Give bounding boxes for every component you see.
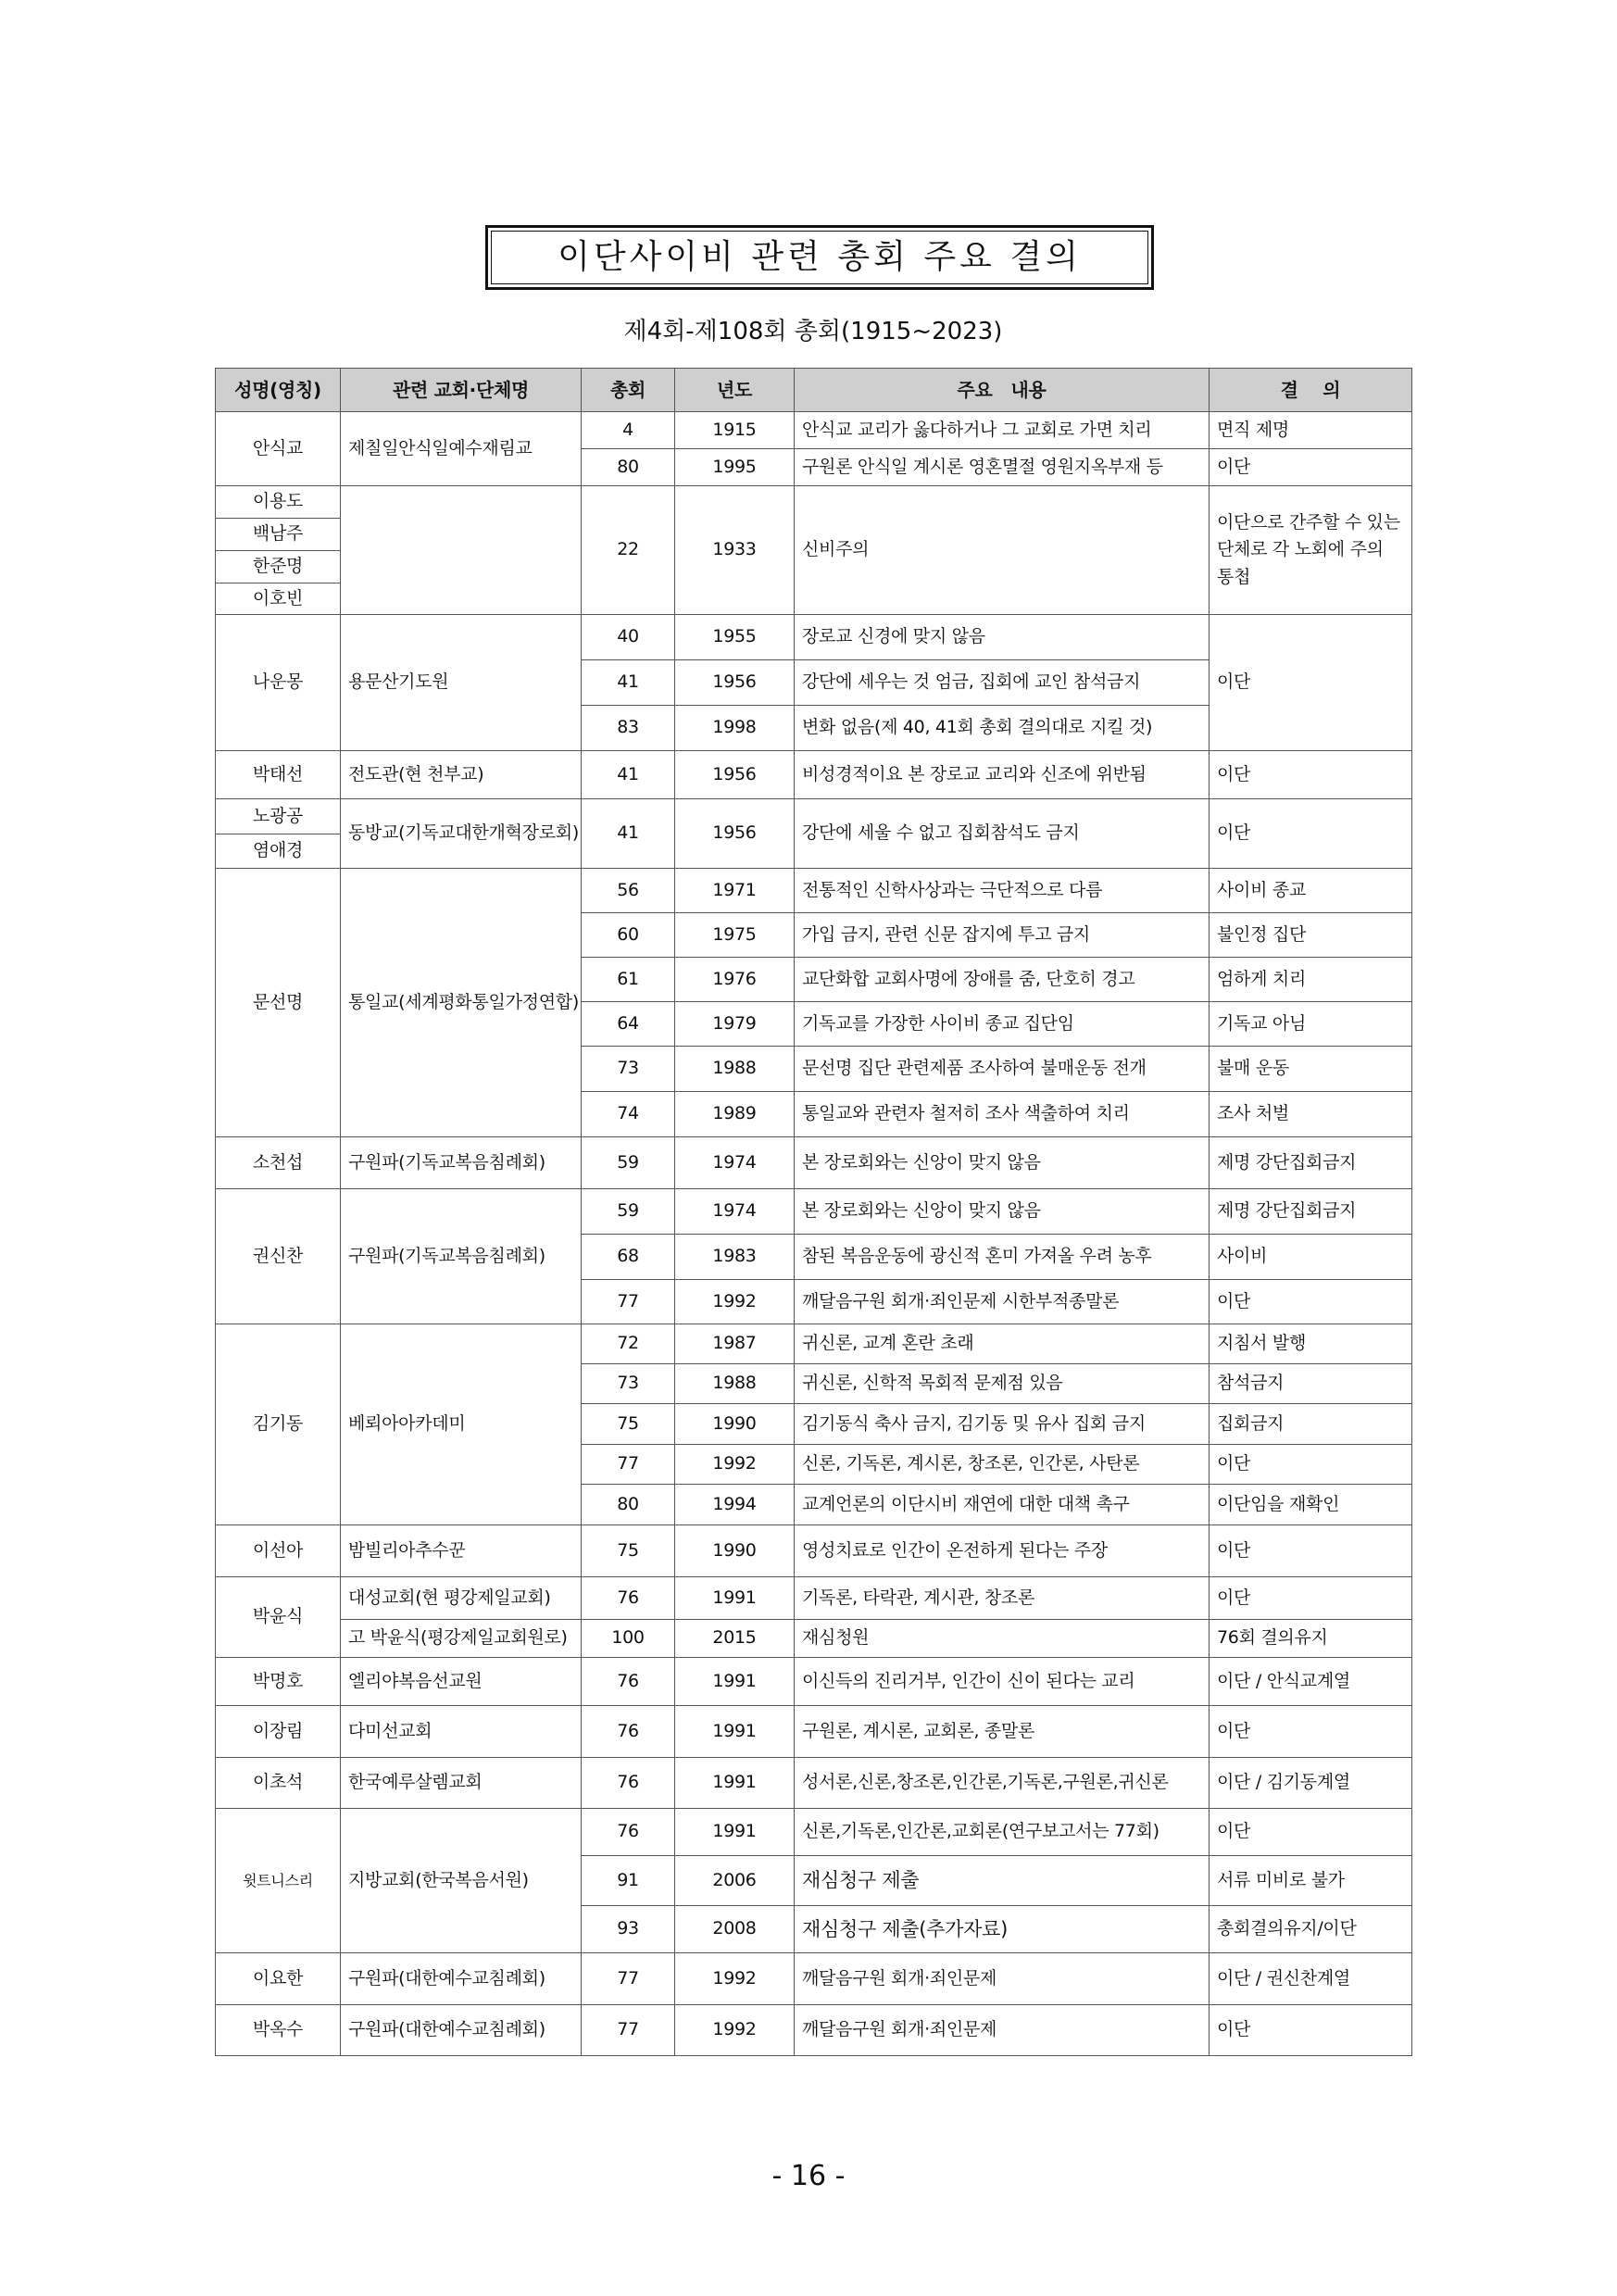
org-cell — [341, 486, 582, 615]
year-cell: 2006 — [675, 1856, 795, 1906]
year-cell: 1955 — [675, 615, 795, 660]
year-cell: 1991 — [675, 1658, 795, 1706]
name-cell: 이요한 — [216, 1953, 341, 2005]
table-row — [216, 615, 1412, 660]
org-cell: 엘리야복음선교원 — [341, 1658, 582, 1706]
year-cell: 1991 — [675, 1577, 795, 1620]
org-cell: 통일교(세계평화통일가정연합) — [341, 869, 582, 1137]
content-cell: 본 장로회와는 신앙이 맞지 않음 — [795, 1137, 1210, 1189]
year-cell: 2008 — [675, 1906, 795, 1953]
table-row — [216, 1525, 1412, 1577]
assembly-cell: 100 — [582, 1620, 675, 1658]
org-cell: 베뢰아아카데미 — [341, 1324, 582, 1525]
org-cell: 전도관(현 천부교) — [341, 751, 582, 799]
assembly-cell: 91 — [582, 1856, 675, 1906]
decision-cell: 이단임을 재확인 — [1210, 1485, 1412, 1525]
assembly-cell: 76 — [582, 1658, 675, 1706]
content-cell: 신론, 기독론, 계시론, 창조론, 인간론, 사탄론 — [795, 1445, 1210, 1485]
decision-cell: 이단으로 간주할 수 있는 단체로 각 노회에 주의 통첩 — [1210, 486, 1412, 615]
year-cell: 1992 — [675, 2005, 795, 2056]
year-cell: 1991 — [675, 1706, 795, 1758]
content-cell: 이신득의 진리거부, 인간이 신이 된다는 교리 — [795, 1658, 1210, 1706]
decision-cell: 이단 — [1210, 1445, 1412, 1485]
decision-cell: 제명 강단집회금지 — [1210, 1137, 1412, 1189]
year-cell: 1974 — [675, 1137, 795, 1189]
decision-cell: 이단 — [1210, 1809, 1412, 1856]
header-year: 년도 — [675, 369, 795, 412]
assembly-cell: 77 — [582, 1953, 675, 2005]
year-cell: 1991 — [675, 1758, 795, 1809]
table-row — [216, 1577, 1412, 1620]
content-cell: 통일교와 관련자 철저히 조사 색출하여 치리 — [795, 1092, 1210, 1137]
year-cell: 1983 — [675, 1235, 795, 1280]
content-cell: 재심청구 제출 — [795, 1856, 1210, 1906]
year-cell: 1975 — [675, 913, 795, 958]
assembly-cell: 60 — [582, 913, 675, 958]
year-cell: 1956 — [675, 751, 795, 799]
decision-cell: 기독교 아님 — [1210, 1002, 1412, 1047]
decision-cell: 사이비 종교 — [1210, 869, 1412, 913]
content-cell: 기독론, 타락관, 계시관, 창조론 — [795, 1577, 1210, 1620]
year-cell: 1992 — [675, 1445, 795, 1485]
content-cell: 깨달음구원 회개·죄인문제 시한부적종말론 — [795, 1280, 1210, 1324]
assembly-cell: 83 — [582, 706, 675, 751]
assembly-cell: 73 — [582, 1364, 675, 1404]
name-cell: 박명호 — [216, 1658, 341, 1706]
org-cell: 구원파(기독교복음침례회) — [341, 1189, 582, 1324]
assembly-cell: 72 — [582, 1324, 675, 1364]
table-row — [216, 1809, 1412, 1856]
table-row — [216, 1706, 1412, 1758]
org-cell: 지방교회(한국복음서원) — [341, 1809, 582, 1953]
org-cell: 밤빌리아추수꾼 — [341, 1525, 582, 1577]
content-cell: 구원론 안식일 계시론 영혼멸절 영원지옥부재 등 — [795, 449, 1210, 486]
year-cell: 1994 — [675, 1485, 795, 1525]
year-cell: 1988 — [675, 1364, 795, 1404]
table-header-row — [216, 369, 1412, 412]
year-cell: 1976 — [675, 958, 795, 1002]
year-cell: 1974 — [675, 1189, 795, 1235]
content-cell: 재심청구 제출(추가자료) — [795, 1906, 1210, 1953]
year-cell: 1956 — [675, 799, 795, 869]
assembly-cell: 80 — [582, 449, 675, 486]
decision-cell: 참석금지 — [1210, 1364, 1412, 1404]
decision-cell: 이단 — [1210, 2005, 1412, 2056]
name-cell: 윗트니스리 — [216, 1809, 341, 1953]
content-cell: 교계언론의 이단시비 재연에 대한 대책 촉구 — [795, 1485, 1210, 1525]
content-cell: 김기동식 축사 금지, 김기동 및 유사 집회 금지 — [795, 1404, 1210, 1445]
decision-cell: 이단 — [1210, 1525, 1412, 1577]
org-cell: 구원파(대한예수교침례회) — [341, 1953, 582, 2005]
org-cell: 구원파(대한예수교침례회) — [341, 2005, 582, 2056]
content-cell: 귀신론, 교계 혼란 초래 — [795, 1324, 1210, 1364]
decision-cell: 사이비 — [1210, 1235, 1412, 1280]
table-row — [216, 1658, 1412, 1706]
table-row — [216, 1189, 1412, 1235]
decision-cell: 면직 제명 — [1210, 412, 1412, 449]
content-cell: 성서론,신론,창조론,인간론,기독론,구원론,귀신론 — [795, 1758, 1210, 1809]
content-cell: 기독교를 가장한 사이비 종교 집단임 — [795, 1002, 1210, 1047]
assembly-cell: 93 — [582, 1906, 675, 1953]
assembly-cell: 74 — [582, 1092, 675, 1137]
name-cell: 권신찬 — [216, 1189, 341, 1324]
decision-cell: 이단 — [1210, 1577, 1412, 1620]
name-cell: 백남주 — [216, 519, 341, 551]
table-row — [216, 1953, 1412, 2005]
content-cell: 안식교 교리가 옳다하거나 그 교회로 가면 치리 — [795, 412, 1210, 449]
year-cell: 2015 — [675, 1620, 795, 1658]
name-cell: 김기동 — [216, 1324, 341, 1525]
content-cell: 문선명 집단 관련제품 조사하여 불매운동 전개 — [795, 1047, 1210, 1092]
content-cell: 비성경적이요 본 장로교 교리와 신조에 위반됨 — [795, 751, 1210, 799]
content-cell: 전통적인 신학사상과는 극단적으로 다름 — [795, 869, 1210, 913]
decision-cell: 이단 / 안식교계열 — [1210, 1658, 1412, 1706]
year-cell: 1989 — [675, 1092, 795, 1137]
name-cell: 박윤식 — [216, 1577, 341, 1658]
assembly-cell: 77 — [582, 1280, 675, 1324]
name-cell: 박옥수 — [216, 2005, 341, 2056]
content-cell: 변화 없음(제 40, 41회 총회 결의대로 지킬 것) — [795, 706, 1210, 751]
assembly-cell: 59 — [582, 1137, 675, 1189]
title-box — [485, 225, 1154, 290]
content-cell: 깨달음구원 회개·죄인문제 — [795, 2005, 1210, 2056]
assembly-cell: 68 — [582, 1235, 675, 1280]
assembly-cell: 41 — [582, 751, 675, 799]
assembly-cell: 75 — [582, 1404, 675, 1445]
year-cell: 1992 — [675, 1280, 795, 1324]
header-org: 관련 교회·단체명 — [341, 369, 582, 412]
assembly-cell: 40 — [582, 615, 675, 660]
decision-cell: 이단 — [1210, 751, 1412, 799]
year-cell: 1998 — [675, 706, 795, 751]
content-cell: 강단에 세우는 것 엄금, 집회에 교인 참석금지 — [795, 660, 1210, 706]
name-cell: 이용도 — [216, 486, 341, 519]
assembly-cell: 56 — [582, 869, 675, 913]
decision-cell: 총회결의유지/이단 — [1210, 1906, 1412, 1953]
decision-cell: 지침서 발행 — [1210, 1324, 1412, 1364]
year-cell: 1988 — [675, 1047, 795, 1092]
content-cell: 구원론, 계시론, 교회론, 종말론 — [795, 1706, 1210, 1758]
assembly-cell: 41 — [582, 660, 675, 706]
name-cell: 이호빈 — [216, 583, 341, 615]
decision-cell: 서류 미비로 불가 — [1210, 1856, 1412, 1906]
assembly-cell: 80 — [582, 1485, 675, 1525]
decision-cell: 엄하게 치리 — [1210, 958, 1412, 1002]
name-cell: 안식교 — [216, 412, 341, 486]
table-row — [216, 412, 1412, 449]
content-cell: 귀신론, 신학적 목회적 문제점 있음 — [795, 1364, 1210, 1404]
name-cell: 나운몽 — [216, 615, 341, 751]
table-row — [216, 799, 1412, 834]
assembly-cell: 77 — [582, 2005, 675, 2056]
table-row — [216, 869, 1412, 913]
decision-cell: 이단 — [1210, 1706, 1412, 1758]
content-cell: 강단에 세울 수 없고 집회참석도 금지 — [795, 799, 1210, 869]
decision-cell: 불인정 집단 — [1210, 913, 1412, 958]
name-cell: 한준명 — [216, 551, 341, 583]
assembly-cell: 76 — [582, 1758, 675, 1809]
assembly-cell: 76 — [582, 1577, 675, 1620]
assembly-cell: 64 — [582, 1002, 675, 1047]
content-cell: 신비주의 — [795, 486, 1210, 615]
name-cell: 소천섭 — [216, 1137, 341, 1189]
year-cell: 1956 — [675, 660, 795, 706]
content-cell: 교단화합 교회사명에 장애를 줌, 단호히 경고 — [795, 958, 1210, 1002]
content-cell: 참된 복음운동에 광신적 혼미 가져올 우려 농후 — [795, 1235, 1210, 1280]
org-cell: 대성교회(현 평강제일교회) — [341, 1577, 582, 1620]
org-cell: 동방교(기독교대한개혁장로회) — [341, 799, 582, 869]
decision-cell: 집회금지 — [1210, 1404, 1412, 1445]
assembly-cell: 73 — [582, 1047, 675, 1092]
decision-cell: 이단 — [1210, 1280, 1412, 1324]
assembly-cell: 22 — [582, 486, 675, 615]
decision-cell: 76회 결의유지 — [1210, 1620, 1412, 1658]
table-row — [216, 486, 1412, 519]
content-cell: 가입 금지, 관련 신문 잡지에 투고 금지 — [795, 913, 1210, 958]
assembly-cell: 61 — [582, 958, 675, 1002]
assembly-cell: 77 — [582, 1445, 675, 1485]
year-cell: 1933 — [675, 486, 795, 615]
decision-cell: 제명 강단집회금지 — [1210, 1189, 1412, 1235]
page-number: - 16 - — [771, 2160, 846, 2192]
header-content: 주요 내용 — [795, 369, 1210, 412]
assembly-cell: 4 — [582, 412, 675, 449]
year-cell: 1990 — [675, 1525, 795, 1577]
name-cell: 노광공 — [216, 799, 341, 834]
header-assembly: 총회 — [582, 369, 675, 412]
year-cell: 1915 — [675, 412, 795, 449]
org-cell: 제칠일안식일예수재림교 — [341, 412, 582, 486]
content-cell: 영성치료로 인간이 온전하게 된다는 주장 — [795, 1525, 1210, 1577]
decision-cell: 이단 — [1210, 799, 1412, 869]
name-cell: 염애경 — [216, 834, 341, 869]
org-cell: 다미선교회 — [341, 1706, 582, 1758]
org-cell: 고 박윤식(평강제일교회원로) — [341, 1620, 582, 1658]
content-cell: 본 장로회와는 신앙이 맞지 않음 — [795, 1189, 1210, 1235]
table-row — [216, 1620, 1412, 1658]
table-row — [216, 1758, 1412, 1809]
year-cell: 1987 — [675, 1324, 795, 1364]
content-cell: 재심청원 — [795, 1620, 1210, 1658]
page-title: 이단사이비 관련 총회 주요 결의 — [491, 231, 1148, 284]
header-name: 성명(영칭) — [216, 369, 341, 412]
decision-cell: 이단 / 권신찬계열 — [1210, 1953, 1412, 2005]
subtitle: 제4회-제108회 총회(1915~2023) — [623, 318, 1003, 345]
name-cell: 이장림 — [216, 1706, 341, 1758]
year-cell: 1990 — [675, 1404, 795, 1445]
year-cell: 1971 — [675, 869, 795, 913]
year-cell: 1979 — [675, 1002, 795, 1047]
decision-cell: 이단 — [1210, 449, 1412, 486]
decision-cell: 이단 — [1210, 615, 1412, 751]
assembly-cell: 76 — [582, 1706, 675, 1758]
table-row — [216, 1137, 1412, 1189]
table-row — [216, 751, 1412, 799]
decision-cell: 조사 처벌 — [1210, 1092, 1412, 1137]
org-cell: 구원파(기독교복음침례회) — [341, 1137, 582, 1189]
org-cell: 용문산기도원 — [341, 615, 582, 751]
assembly-cell: 75 — [582, 1525, 675, 1577]
name-cell: 이초석 — [216, 1758, 341, 1809]
content-cell: 신론,기독론,인간론,교회론(연구보고서는 77회) — [795, 1809, 1210, 1856]
assembly-cell: 41 — [582, 799, 675, 869]
year-cell: 1991 — [675, 1809, 795, 1856]
header-decision: 결 의 — [1210, 369, 1412, 412]
table-row — [216, 2005, 1412, 2056]
org-cell: 한국예루살렘교회 — [341, 1758, 582, 1809]
content-cell: 장로교 신경에 맞지 않음 — [795, 615, 1210, 660]
year-cell: 1992 — [675, 1953, 795, 2005]
decision-cell: 이단 / 김기동계열 — [1210, 1758, 1412, 1809]
assembly-cell: 59 — [582, 1189, 675, 1235]
name-cell: 문선명 — [216, 869, 341, 1137]
assembly-cell: 76 — [582, 1809, 675, 1856]
resolutions-table — [215, 368, 1412, 2056]
content-cell: 깨달음구원 회개·죄인문제 — [795, 1953, 1210, 2005]
name-cell: 박태선 — [216, 751, 341, 799]
table-row — [216, 1324, 1412, 1364]
decision-cell: 불매 운동 — [1210, 1047, 1412, 1092]
name-cell: 이선아 — [216, 1525, 341, 1577]
year-cell: 1995 — [675, 449, 795, 486]
